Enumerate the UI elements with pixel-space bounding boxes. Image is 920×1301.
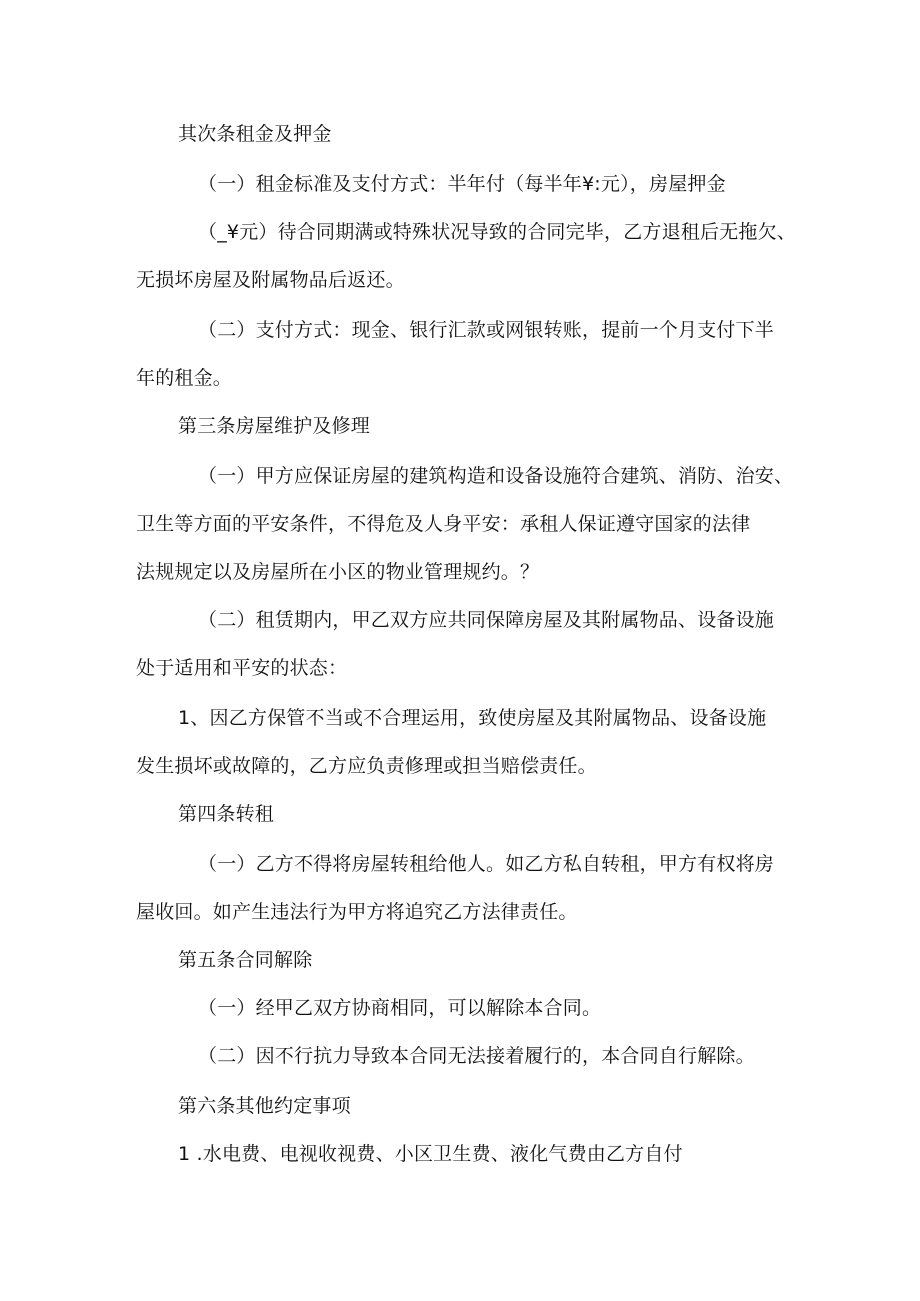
paragraph-line: （一）经甲乙双方协商相同，可以解除本合同。 (198, 997, 602, 1019)
paragraph-line: （_¥元）待合同期满或特殊状况导致的合同完毕，乙方退租后无拖欠、 (198, 221, 796, 243)
paragraph-line: 年的租金。 (136, 367, 233, 389)
paragraph-line: 法规规定以及房屋所在小区的物业管理规约。？ (136, 561, 540, 583)
paragraph-line: 发生损坏或故障的，乙方应负责修理或担当赔偿责任。 (136, 755, 597, 777)
paragraph-line: 1、因乙方保管不当或不合理运用，致使房屋及其附属物品、设备设施 (178, 707, 767, 729)
paragraph-line: 卫生等方面的平安条件，不得危及人身平安：承租人保证遵守国家的法律 (136, 513, 751, 535)
paragraph-line: （一）乙方不得将房屋转租给他人。如乙方私自转租，甲方有权将房 (198, 853, 775, 875)
paragraph-line: （一）租金标准及支付方式：半年付（每半年¥:元），房屋押金 (198, 173, 726, 195)
section-heading-other: 第六条其他约定事项 (178, 1095, 351, 1117)
paragraph-line: （二）支付方式：现金、银行汇款或网银转账，提前一个月支付下半 (198, 319, 775, 341)
paragraph-line: （二）因不行抗力导致本合同无法接着履行的，本合同自行解除。 (198, 1045, 755, 1067)
paragraph-line: （二）租赁期内，甲乙双方应共同保障房屋及其附属物品、设备设施 (198, 609, 775, 631)
paragraph-line: 无损坏房屋及附属物品后返还。 (136, 269, 405, 291)
paragraph-line: 1 .水电费、电视收视费、小区卫生费、液化气费由乙方自付 (178, 1143, 683, 1165)
section-heading-sublet: 第四条转租 (178, 803, 275, 825)
section-heading-rent-deposit: 其次条租金及押金 (178, 123, 332, 145)
paragraph-line: 屋收回。如产生违法行为甲方将追究乙方法律责任。 (136, 901, 578, 923)
paragraph-line: （一）甲方应保证房屋的建筑构造和设备设施符合建筑、消防、治安、 (198, 465, 794, 487)
section-heading-maintenance: 第三条房屋维护及修理 (178, 415, 371, 437)
section-heading-termination: 第五条合同解除 (178, 949, 313, 971)
paragraph-line: 处于适用和平安的状态： (136, 657, 348, 679)
